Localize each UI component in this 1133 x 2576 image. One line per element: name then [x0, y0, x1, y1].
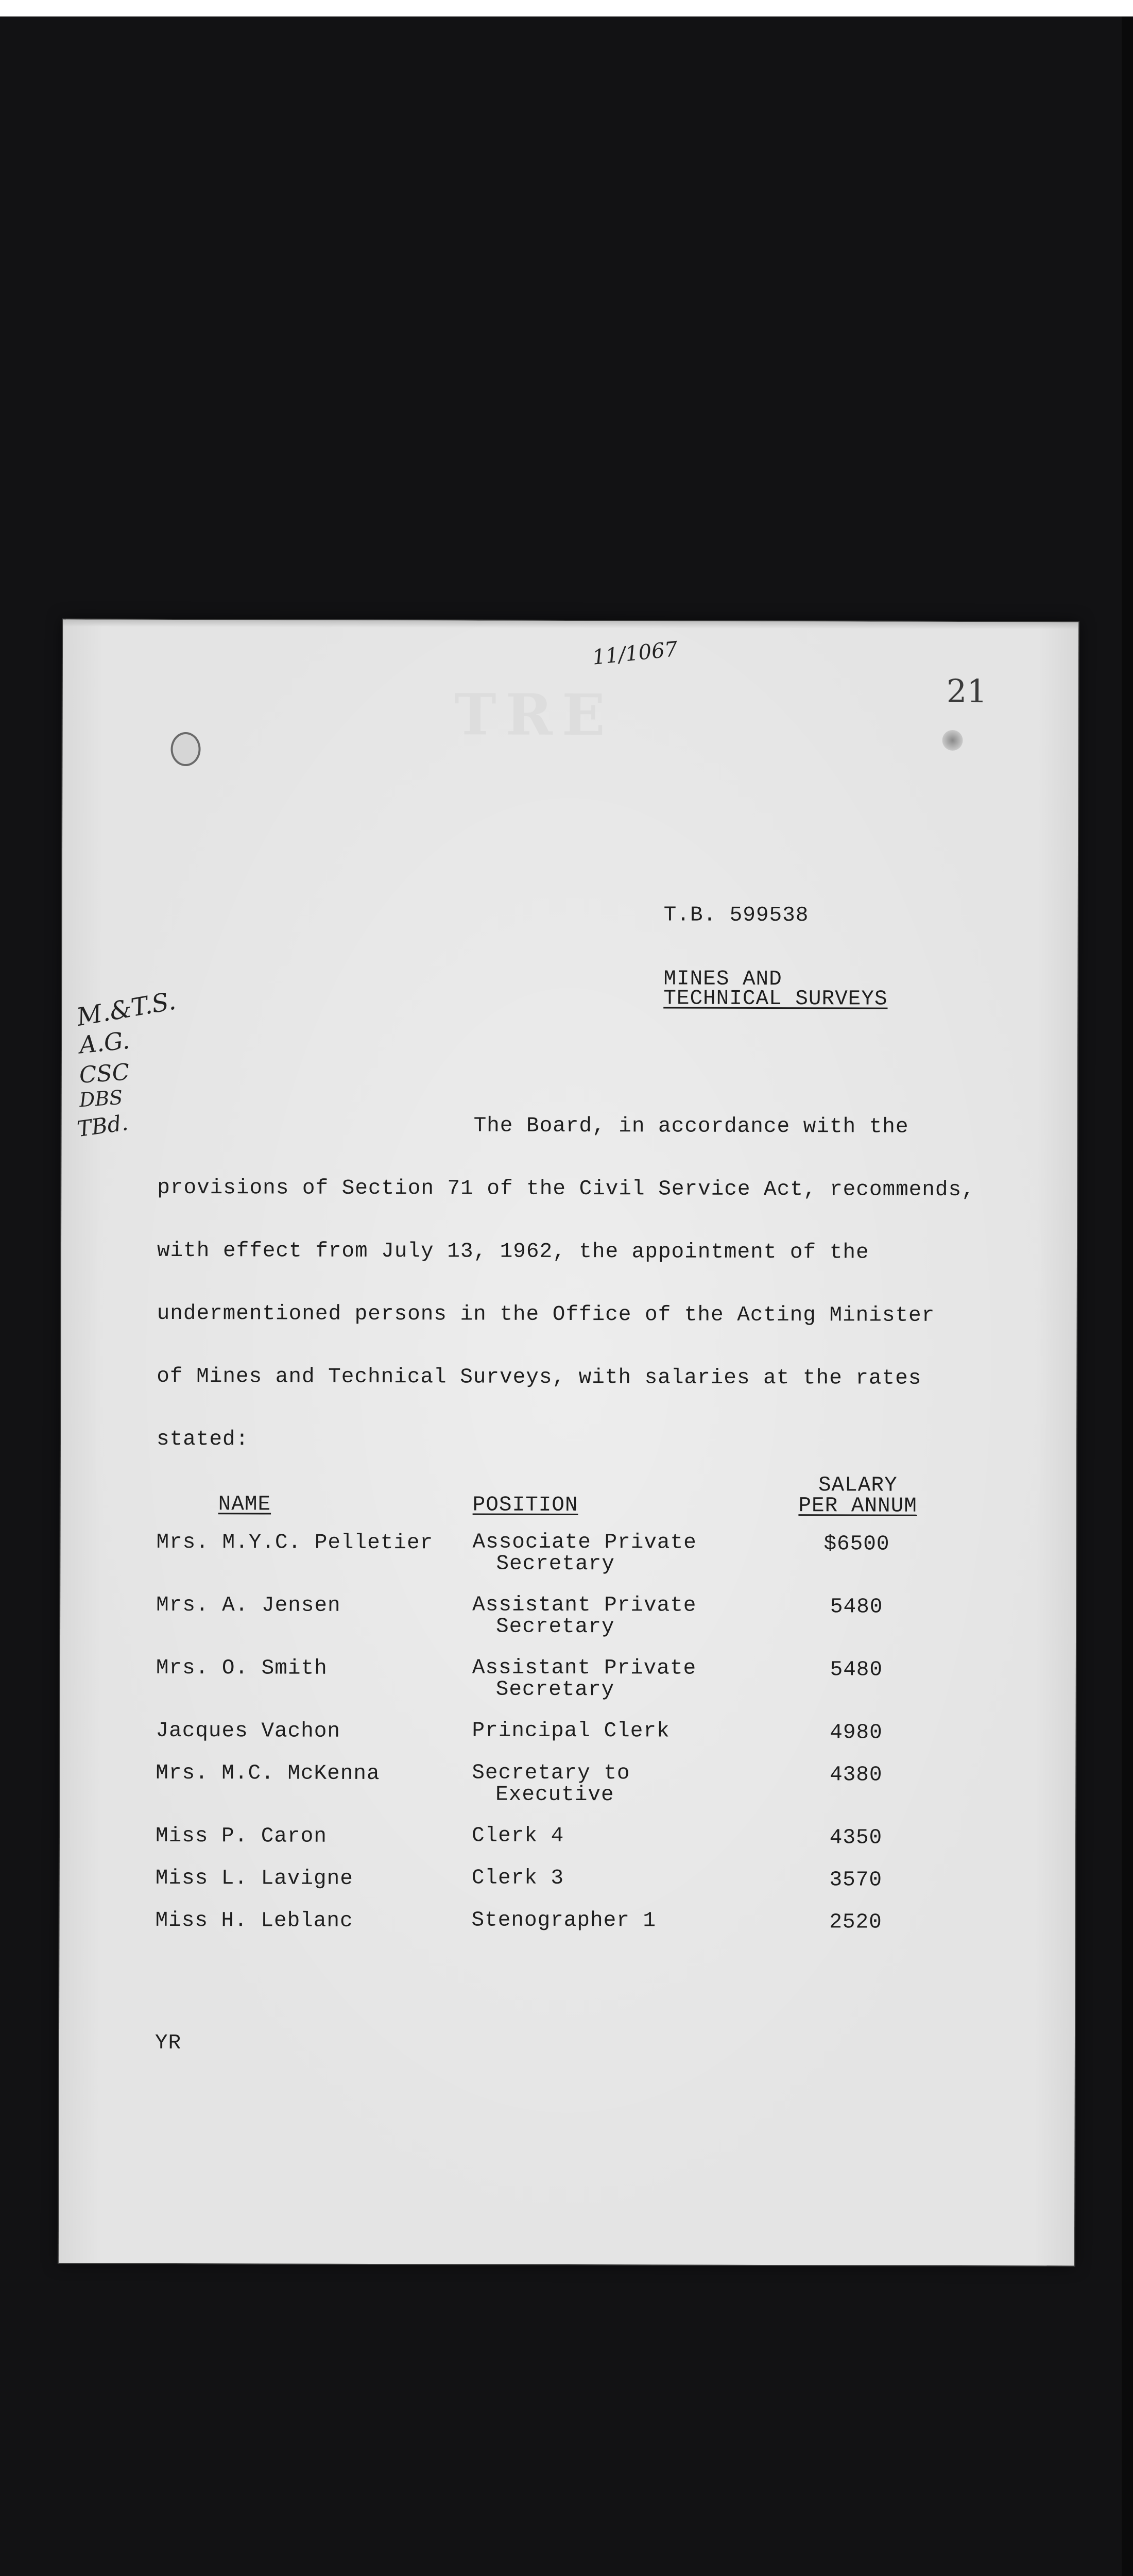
row-position	[472, 1657, 696, 1701]
typist-initials: YR	[154, 2031, 182, 2056]
row-position-line-1: Assistant Private	[472, 1656, 697, 1681]
row-position-line-1: Clerk 3	[471, 1866, 564, 1890]
department-line-1: MINES AND	[663, 967, 782, 992]
row-position-line-1: Secretary to	[472, 1761, 630, 1786]
table-row	[156, 1531, 1032, 1589]
salary-header-line-2: PER ANNUM	[798, 1494, 917, 1518]
row-salary: 5480	[830, 1658, 883, 1682]
table-row	[156, 1594, 1032, 1652]
row-name: Jacques Vachon	[156, 1719, 341, 1743]
row-position	[472, 1595, 696, 1638]
margin-note-4: DBS	[78, 1086, 124, 1112]
paragraph-line-1: The Board, in accordance with the	[473, 1114, 909, 1139]
paragraph-line-4: undermentioned persons in the Office of the Acting Minister	[157, 1301, 935, 1328]
handwritten-file-number: 11/1067	[591, 637, 679, 670]
paragraph-line-5: of Mines and Technical Surveys, with salaries at the rates	[157, 1364, 922, 1391]
row-name: Mrs. O. Smith	[156, 1656, 328, 1681]
row-position-line-1: Assistant Private	[472, 1593, 697, 1618]
row-position-line-1: Stenographer 1	[471, 1908, 657, 1933]
table-row	[156, 1656, 1032, 1715]
row-position-line-2: Secretary	[496, 1552, 615, 1577]
margin-note-3: CSC	[78, 1059, 130, 1089]
row-position-line-2: Executive	[495, 1783, 614, 1807]
punch-hole-icon	[170, 732, 200, 766]
bleed-through-mark	[454, 681, 614, 748]
row-position-line-1: Associate Private	[472, 1530, 697, 1555]
row-name: Miss H. Leblanc	[155, 1908, 353, 1933]
page-number: 21	[946, 672, 987, 710]
row-position-line-2: Secretary	[495, 1677, 615, 1702]
tb-number: T.B. 599538	[663, 903, 809, 928]
margin-note-5: TBd.	[75, 1110, 130, 1142]
position-header: POSITION	[472, 1493, 578, 1518]
salary-header-line-1: SALARY	[818, 1473, 898, 1498]
page-top-shadow	[63, 619, 1078, 629]
margin-note-1: M.&T.S.	[74, 986, 178, 1032]
row-salary: 3570	[829, 1868, 883, 1892]
row-position	[472, 1762, 630, 1806]
paragraph-line-3: with effect from July 13, 1962, the appointment of the	[157, 1239, 869, 1265]
row-position-line-1: Principal Clerk	[472, 1719, 670, 1743]
row-name: Mrs. M.Y.C. Pelletier	[156, 1530, 434, 1555]
row-position	[472, 1720, 670, 1742]
paragraph-line-2: provisions of Section 71 of the Civil Service Act, recommends,	[157, 1176, 975, 1202]
scan-right-border	[1122, 16, 1133, 2576]
row-name: Miss P. Caron	[155, 1824, 327, 1849]
row-salary: 4350	[829, 1826, 883, 1850]
document-page	[59, 619, 1078, 2265]
stamp-dot	[942, 730, 963, 751]
row-salary: 2520	[829, 1910, 882, 1935]
row-position-line-1: Clerk 4	[471, 1824, 564, 1848]
row-salary: 4380	[830, 1763, 883, 1787]
paragraph-line-6: stated:	[156, 1427, 249, 1452]
row-position	[472, 1868, 564, 1889]
department-line-2: TECHNICAL SURVEYS	[663, 987, 888, 1011]
row-salary: $6500	[823, 1532, 890, 1556]
row-position-line-2: Secretary	[496, 1615, 615, 1639]
margin-note-2: A.G.	[78, 1026, 131, 1059]
row-name: Mrs. M.C. McKenna	[156, 1761, 380, 1786]
row-salary: 4980	[830, 1721, 883, 1745]
table-row	[156, 1761, 1031, 1820]
row-position	[472, 1825, 564, 1847]
name-header: NAME	[218, 1493, 271, 1517]
table-row	[155, 1909, 1031, 1968]
scan-top-border	[0, 0, 1133, 16]
row-position	[472, 1532, 696, 1575]
row-name: Mrs. A. Jensen	[156, 1593, 341, 1618]
row-position	[472, 1910, 657, 1932]
row-salary: 5480	[830, 1595, 883, 1619]
row-name: Miss L. Lavigne	[155, 1866, 353, 1891]
